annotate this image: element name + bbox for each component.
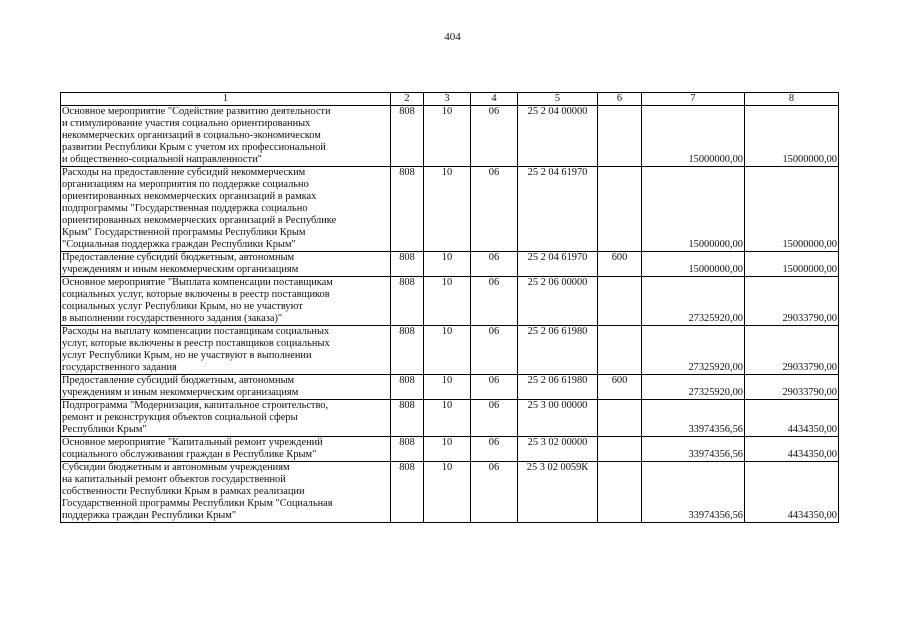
description-line: социальных услуг Республики Крым, но не участвуют: [62, 301, 303, 312]
description-line: Республики Крым": [62, 424, 147, 435]
table-row: [61, 252, 839, 277]
header-cell: 1: [61, 93, 391, 106]
description-cell: [61, 437, 391, 462]
code-gov-cell: 808: [391, 437, 424, 462]
description-line: социального обслуживания граждан в Республике Крым": [62, 449, 317, 460]
description-line: ориентированных некоммерческих организаций в Республике: [62, 215, 337, 226]
amount-year1-cell: 15000000,00: [642, 252, 745, 277]
header-cell: 3: [424, 93, 471, 106]
description-cell: [61, 462, 391, 523]
description-line: Расходы на предоставление субсидий некоммерческим: [62, 167, 306, 178]
description-line: Основное мероприятие "Содействие развитию деятельности: [62, 106, 331, 117]
table-row: [61, 462, 839, 523]
table-row: [61, 167, 839, 252]
description-line: учреждениям и иным некоммерческим организациям: [62, 387, 299, 398]
code-section-cell: 10: [424, 167, 471, 252]
description-line: некоммерческих организаций в социально-экономическом: [62, 130, 321, 141]
code-target-cell: 25 2 06 61980: [518, 375, 598, 400]
table-row: [61, 277, 839, 326]
description-line: Субсидии бюджетным и автономным учреждениям: [62, 462, 290, 473]
amount-year1-cell: 33974356,56: [642, 400, 745, 437]
code-subsection-cell: 06: [471, 252, 518, 277]
header-cell: 6: [598, 93, 642, 106]
code-section-cell: 10: [424, 462, 471, 523]
code-section-cell: 10: [424, 106, 471, 167]
description-cell: [61, 167, 391, 252]
code-expense-type-cell: [598, 437, 642, 462]
description-cell: [61, 252, 391, 277]
amount-year1-cell: 33974356,56: [642, 437, 745, 462]
header-cell: 7: [642, 93, 745, 106]
description-line: Предоставление субсидий бюджетным, автономным: [62, 252, 295, 263]
code-target-cell: 25 2 04 61970: [518, 167, 598, 252]
description-cell: [61, 106, 391, 167]
description-line: услуг, которые включены в реестр поставщиков социальных: [62, 338, 330, 349]
code-gov-cell: 808: [391, 277, 424, 326]
header-cell: 4: [471, 93, 518, 106]
header-cell: 5: [518, 93, 598, 106]
description-line: и общественно-социальной направленности": [62, 154, 262, 165]
code-subsection-cell: 06: [471, 437, 518, 462]
code-section-cell: 10: [424, 252, 471, 277]
description-line: услуг Республики Крым, но не участвуют в выполнении: [62, 350, 312, 361]
code-subsection-cell: 06: [471, 167, 518, 252]
table-row: [61, 400, 839, 437]
description-line: подпрограммы "Государственная поддержка социально: [62, 203, 308, 214]
table-row: [61, 326, 839, 375]
description-line: развитии Республики Крым с учетом их профессиональной: [62, 142, 326, 153]
amount-year2-cell: 4434350,00: [745, 462, 839, 523]
amount-year2-cell: 29033790,00: [745, 375, 839, 400]
amount-year1-cell: 27325920,00: [642, 375, 745, 400]
amount-year2-cell: 15000000,00: [745, 167, 839, 252]
description-line: Расходы на выплату компенсации поставщикам социальных: [62, 326, 330, 337]
code-section-cell: 10: [424, 437, 471, 462]
code-expense-type-cell: 600: [598, 252, 642, 277]
code-section-cell: 10: [424, 277, 471, 326]
description-line: поддержка граждан Республики Крым": [62, 510, 237, 521]
header-cell: 2: [391, 93, 424, 106]
code-expense-type-cell: [598, 106, 642, 167]
code-subsection-cell: 06: [471, 462, 518, 523]
table-row: [61, 375, 839, 400]
description-line: в выполнении государственного задания (заказа)": [62, 313, 283, 324]
amount-year2-cell: 15000000,00: [745, 252, 839, 277]
amount-year2-cell: 29033790,00: [745, 326, 839, 375]
description-line: ориентированных некоммерческих организаций в рамках: [62, 191, 317, 202]
code-gov-cell: 808: [391, 375, 424, 400]
code-expense-type-cell: [598, 462, 642, 523]
code-expense-type-cell: [598, 167, 642, 252]
code-section-cell: 10: [424, 326, 471, 375]
amount-year1-cell: 27325920,00: [642, 326, 745, 375]
description-cell: [61, 277, 391, 326]
description-line: ремонт и реконструкция объектов социальной сферы: [62, 412, 298, 423]
amount-year2-cell: 4434350,00: [745, 437, 839, 462]
code-target-cell: 25 2 04 61970: [518, 252, 598, 277]
description-line: "Социальная поддержка граждан Республики Крым": [62, 239, 296, 250]
code-gov-cell: 808: [391, 167, 424, 252]
amount-year1-cell: 27325920,00: [642, 277, 745, 326]
description-line: организациям на мероприятия по поддержке социально: [62, 179, 309, 190]
code-target-cell: 25 3 02 0059К: [518, 462, 598, 523]
header-cell: 8: [745, 93, 839, 106]
description-line: и стимулирование участия социально ориентированных: [62, 118, 311, 129]
description-line: Государственной программы Республики Крым "Социальная: [62, 498, 333, 509]
description-line: учреждениям и иным некоммерческим организациям: [62, 264, 299, 275]
table-row: [61, 437, 839, 462]
description-line: Предоставление субсидий бюджетным, автономным: [62, 375, 295, 386]
amount-year1-cell: 15000000,00: [642, 106, 745, 167]
code-subsection-cell: 06: [471, 106, 518, 167]
description-line: Подпрограмма "Модернизация, капитальное строительство,: [62, 400, 329, 411]
amount-year1-cell: 33974356,56: [642, 462, 745, 523]
code-expense-type-cell: 600: [598, 375, 642, 400]
description-line: социальных услуг, которые включены в реестр поставщиков: [62, 289, 330, 300]
code-section-cell: 10: [424, 375, 471, 400]
code-gov-cell: 808: [391, 462, 424, 523]
budget-table: [60, 92, 839, 523]
description-line: Основное мероприятие "Выплата компенсации поставщикам: [62, 277, 333, 288]
code-subsection-cell: 06: [471, 326, 518, 375]
description-line: государственного задания: [62, 362, 177, 373]
amount-year2-cell: 29033790,00: [745, 277, 839, 326]
code-target-cell: 25 2 06 61980: [518, 326, 598, 375]
code-expense-type-cell: [598, 400, 642, 437]
code-subsection-cell: 06: [471, 277, 518, 326]
code-section-cell: 10: [424, 400, 471, 437]
code-subsection-cell: 06: [471, 400, 518, 437]
code-gov-cell: 808: [391, 326, 424, 375]
description-line: на капитальный ремонт объектов государственной: [62, 474, 286, 485]
description-cell: [61, 326, 391, 375]
page-number: 404: [444, 31, 461, 43]
description-line: собственности Республики Крым в рамках реализации: [62, 486, 305, 497]
description-line: Основное мероприятие "Капитальный ремонт учреждений: [62, 437, 323, 448]
code-subsection-cell: 06: [471, 375, 518, 400]
description-line: Крым" Государственной программы Республики Крым: [62, 227, 306, 238]
amount-year2-cell: 4434350,00: [745, 400, 839, 437]
code-target-cell: 25 2 06 00000: [518, 277, 598, 326]
code-expense-type-cell: [598, 277, 642, 326]
code-expense-type-cell: [598, 326, 642, 375]
code-gov-cell: 808: [391, 252, 424, 277]
table-row: [61, 106, 839, 167]
code-target-cell: 25 3 02 00000: [518, 437, 598, 462]
code-gov-cell: 808: [391, 400, 424, 437]
description-cell: [61, 375, 391, 400]
code-gov-cell: 808: [391, 106, 424, 167]
amount-year1-cell: 15000000,00: [642, 167, 745, 252]
description-cell: [61, 400, 391, 437]
code-target-cell: 25 2 04 00000: [518, 106, 598, 167]
table-header-row: [61, 93, 839, 106]
amount-year2-cell: 15000000,00: [745, 106, 839, 167]
code-target-cell: 25 3 00 00000: [518, 400, 598, 437]
